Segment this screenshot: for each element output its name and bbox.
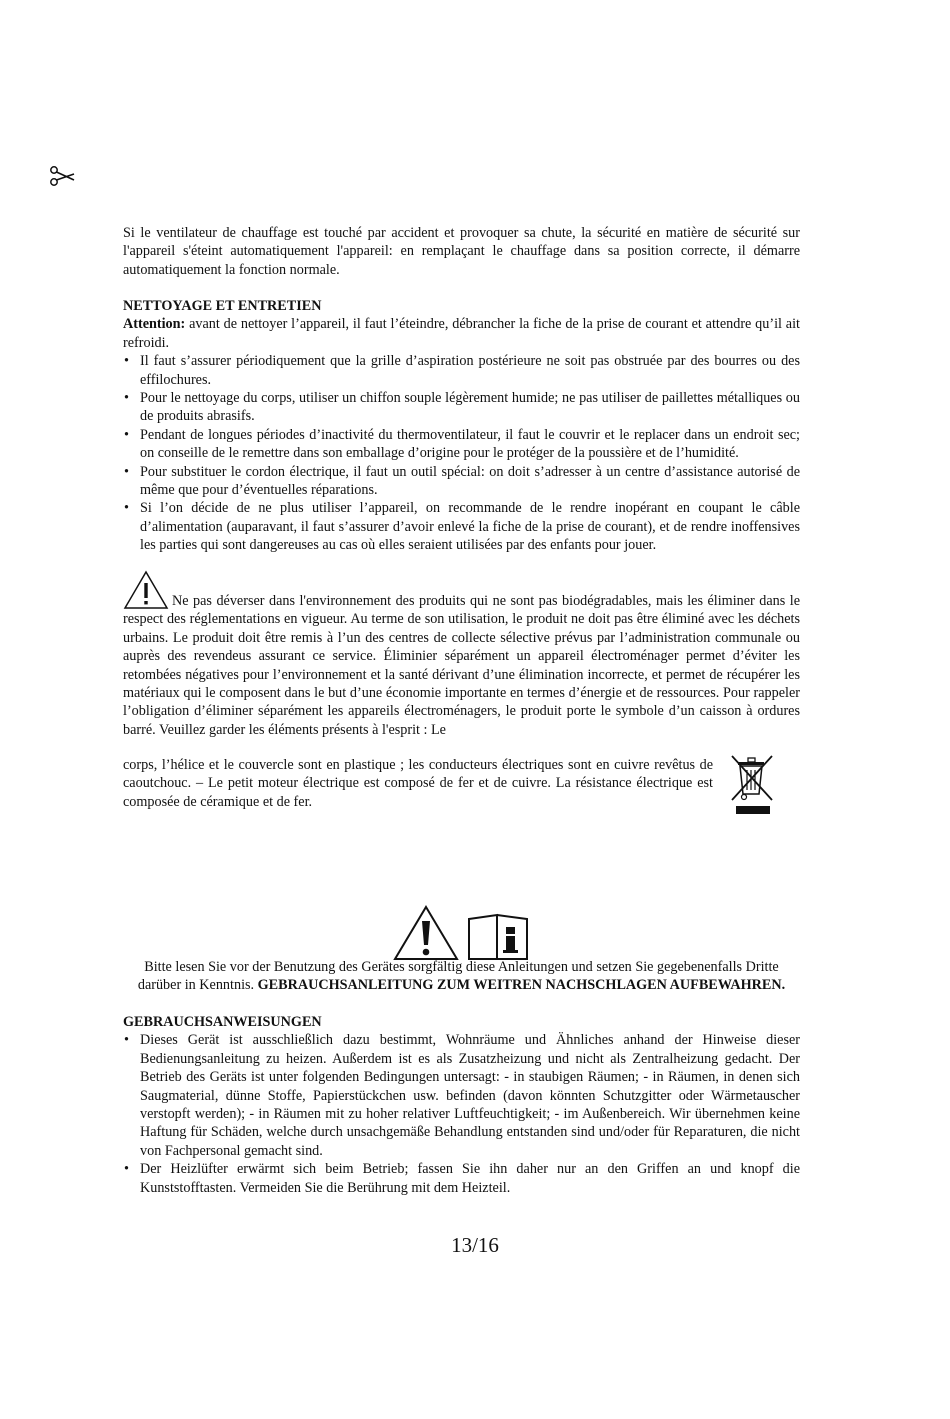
list-item: • Si l’on décide de ne plus utiliser l’appareil, on recommande de le rendre inopérant en coupant le câble d’alimentation (auparavant, il faut s’assurer d’avoir enlevé la fiche de la prise de courant), et de rendre inoffensives les parties qui sont dangereuses au cas où elles seraient utilisées par des enfants pour jouer.	[140, 499, 800, 554]
cleaning-heading: NETTOYAGE ET ENTRETIEN	[123, 298, 322, 314]
list-item: • Der Heizlüfter erwärmt sich beim Betrieb; fassen Sie ihn daher nur an den Griffen an und knopf die Kunststofftasten. Vermeiden Sie die Berührung mit dem Heizteil.	[140, 1160, 800, 1197]
list-item: • Dieses Gerät ist ausschließlich dazu bestimmt, Wohnräume und Ähnliches anhand der Hinweise dieser Bedienungsanleitung zu heizen. Außerdem ist es als Zusatzheizung und nicht als Zentralheizung gedacht. Der Betrieb des Geräts ist unter folgenden Bedingungen untersagt: - in staubigen Räumen; - in Räumen, in denen sich Saugmaterial, dünne Stoffe, Papierstückchen usw. befinden (davon könnten Schutzgitter oder Wärmetauscher verstopft werden); - in Räumen mit zu hoher relativer Luftfeuchtigkeit; - im Außenbereich. Wir übernehmen keine Haftung für Schäden, welche durch unsachgemäße Behandlung entstanden sind und/oder für Reparaturen, die nicht von Fachpersonal gemacht sind.	[140, 1031, 800, 1160]
warning-triangle-icon	[123, 570, 169, 610]
attention-paragraph	[123, 315, 800, 352]
intro-paragraph: Si le ventilateur de chauffage est touché par accident et provoquer sa chute, la sécurité en matière de sécurité sur l'appareil s'éteint automatiquement l'appareil: en remplaçant le chauffage dans sa position correcte, il démarre automatiquement la fonction normale.	[123, 225, 800, 278]
environment-paragraph: Ne pas déverser dans l'environnement des produits qui ne sont pas biodégradables, mais les éliminer dans le respect des réglementations en vigueur. Au terme de son utilisation, le produit ne doit pas être éliminé avec les déchets urbains. Le produit doit être remis à l’un des centres de collecte sélective prévus par l’administration communale ou auprès des revendeus assurant ce service. Éliminier séparément un appareil électroménager permet d’éviter les retombées négatives pour l’environnement et la santé dérivant d’une élimination incorrecte, et permet de récupérer les matériaux qui le composent dans le but d’une économie importante en termes d’énergie et de ressources. Pour rappeler l’obligation d’éliminer séparément les appareils électroménagers, le produit porte le symbole d’un caisson à ordures barré. Veuillez garder les éléments présents à l'esprit : Le	[123, 593, 800, 738]
warning-icon	[395, 907, 457, 959]
cleaning-section	[123, 297, 800, 555]
list-item: • Il faut s’assurer périodiquement que la grille d’aspiration postérieure ne soit pas obstruée par des bourres ou des effilochures.	[140, 352, 800, 389]
list-item: • Pour le nettoyage du corps, utiliser un chiffon souple légèrement humide; ne pas utiliser de paillettes métalliques ou de produits abrasifs.	[140, 389, 800, 426]
manual-info-icon	[469, 915, 527, 959]
environment-materials-paragraph: corps, l’hélice et le couvercle sont en plastique ; les conducteurs électriques sont en cuivre revêtus de caoutchouc. – Le petit moteur électrique est composé de fer et de cuivre. La résistance électrique est composée de céramique et de fer.	[123, 757, 713, 810]
usage-list	[123, 1031, 800, 1197]
usage-heading: GEBRAUCHSANWEISUNGEN	[123, 1014, 322, 1030]
list-item: • Pendant de longues périodes d’inactivité du thermoventilateur, il faut le couvrir et le replacer dans un endroit sec; on conseille de le remettre dans son emballage d’origine pour le protéger de la poussière et de l’humidité.	[140, 426, 800, 463]
attention-text: avant de nettoyer l’appareil, il faut l’éteindre, débrancher la fiche de la prise de courant et attendre qu’il ait refroidi.	[123, 316, 800, 351]
page-number: 13/16	[451, 1233, 499, 1257]
warning-and-manual-icons	[393, 905, 533, 961]
usage-section	[123, 1013, 800, 1197]
german-intro-bold: GEBRAUCHSANLEITUNG ZUM WEITREN NACHSCHLAGEN AUFBEWAHREN.	[257, 977, 786, 994]
scissors-icon	[48, 165, 76, 187]
attention-label: Attention:	[123, 316, 186, 333]
german-intro-text: Bitte lesen Sie vor der Benutzung des Gerätes sorgfältig diese Anleitungen und setzen Sie gegebenenfalls Dritte darüber in Kenntnis.	[137, 959, 779, 994]
intro-section	[123, 224, 800, 279]
list-item: • Pour substituer le cordon électrique, il faut un outil spécial: on doit s’adresser à un centre d’assistance autorisé de même que pour d’éventuelles réparations.	[140, 463, 800, 500]
cleaning-list	[123, 352, 800, 554]
crossed-bin-icon	[728, 752, 776, 816]
german-intro	[123, 958, 800, 995]
environment-section	[123, 570, 800, 739]
